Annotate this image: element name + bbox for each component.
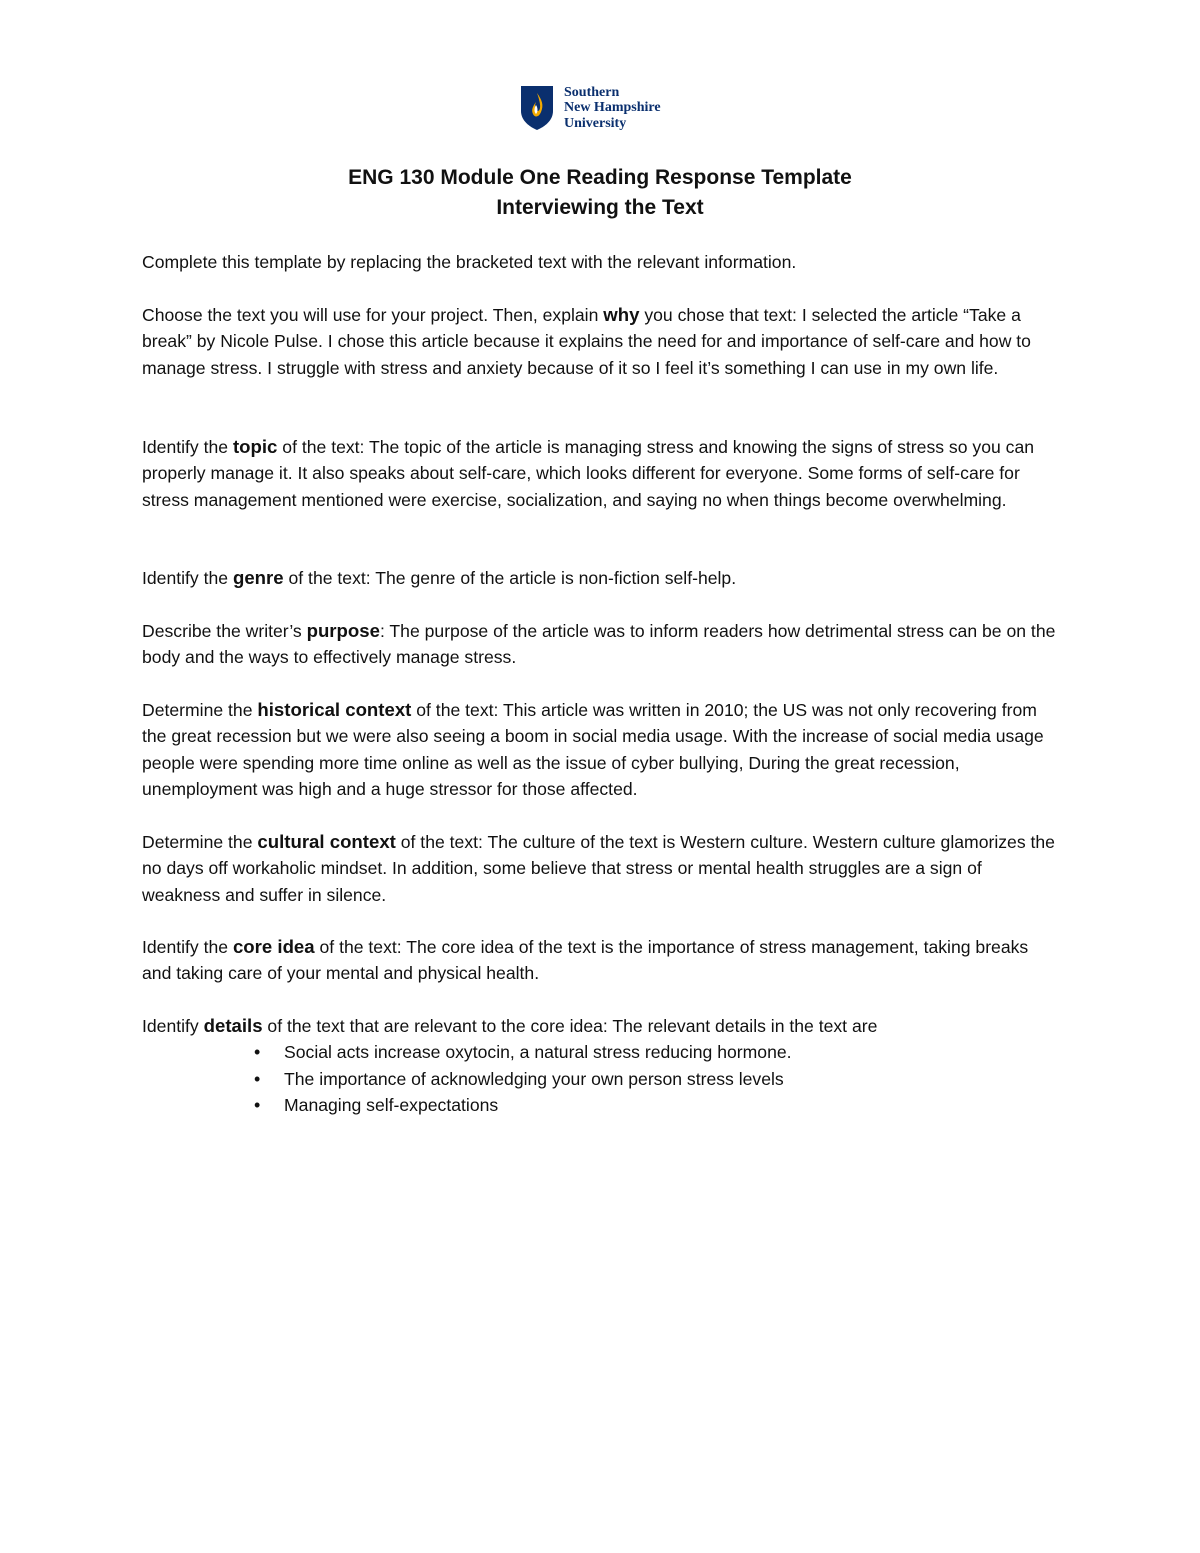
bullet-icon: • bbox=[254, 1068, 261, 1089]
bullet-icon: • bbox=[254, 1094, 261, 1115]
topic-answer: The topic of the article is managing stress and knowing the signs of stress so you can properly manage it. It also speaks about self-care, which looks different for everyone. Some forms of self-care for stress management mentioned were exercise, socialization, and saying no when things become overwhelming. bbox=[142, 437, 1035, 510]
section-choose bbox=[142, 302, 1062, 381]
logo-wordmark bbox=[564, 85, 661, 132]
cultural-suffix: of the text: bbox=[400, 832, 483, 852]
details-keyword: details bbox=[203, 1015, 263, 1036]
logo-line-3: University bbox=[564, 115, 627, 131]
document-title: ENG 130 Module One Reading Response Template bbox=[348, 166, 852, 189]
list-item-text: The importance of acknowledging your own person stress levels bbox=[284, 1068, 784, 1089]
cultural-answer: The culture of the text is Western culture. Western culture glamorizes the no days off workaholic mindset. In addition, some believe that stress or mental health struggles are a sign of weakness and suffer in silence. bbox=[142, 832, 1055, 905]
genre-answer: The genre of the article is non-fiction self-help. bbox=[375, 568, 737, 588]
details-answer: The relevant details in the text are bbox=[612, 1016, 878, 1036]
genre-keyword: genre bbox=[232, 567, 284, 588]
historical-suffix: of the text: bbox=[416, 700, 499, 720]
core-answer: The core idea of the text is the importance of stress management, taking breaks and taking care of your mental and physical health. bbox=[142, 937, 1029, 984]
bullet-icon: • bbox=[254, 1042, 261, 1063]
topic-suffix: of the text: bbox=[282, 437, 365, 457]
intro-text: Complete this template by replacing the bracketed text with the relevant information. bbox=[142, 252, 797, 272]
list-item bbox=[142, 1066, 1062, 1092]
intro-paragraph bbox=[142, 249, 1062, 275]
historical-answer: This article was written in 2010; the US was not only recovering from the great recession but we were also seeing a boom in social media usage. With the increase of social media usage people were spending more time online as well as the issue of cyber bullying, During the great recession, unemployment was high and a huge stressor for those affected. bbox=[142, 700, 1044, 799]
details-suffix: of the text that are relevant to the core idea: bbox=[267, 1016, 608, 1036]
details-prefix: Identify bbox=[142, 1016, 199, 1036]
logo-line-2: New Hampshire bbox=[564, 100, 661, 116]
section-purpose bbox=[142, 618, 1062, 671]
genre-prefix: Identify the bbox=[142, 568, 229, 588]
list-item bbox=[142, 1092, 1062, 1118]
core-suffix: of the text: bbox=[319, 937, 402, 957]
historical-prefix: Determine the bbox=[142, 700, 253, 720]
choose-prefix: Choose the text you will use for your project. Then, explain bbox=[142, 305, 599, 325]
shield-flame-icon bbox=[520, 85, 554, 131]
topic-prefix: Identify the bbox=[142, 437, 229, 457]
section-historical bbox=[142, 697, 1062, 802]
purpose-answer: The purpose of the article was to inform readers how detrimental stress can be on the body and the ways to effectively manage stress. bbox=[142, 621, 1056, 668]
purpose-prefix: Describe the writer’s bbox=[142, 621, 302, 641]
topic-keyword: topic bbox=[232, 436, 278, 457]
purpose-suffix: : bbox=[379, 621, 385, 641]
logo-line-1: Southern bbox=[564, 84, 620, 100]
cultural-prefix: Determine the bbox=[142, 832, 253, 852]
section-genre bbox=[142, 565, 1062, 591]
purpose-keyword: purpose bbox=[306, 620, 380, 641]
choose-keyword: why bbox=[603, 304, 640, 325]
document-subtitle: Interviewing the Text bbox=[496, 196, 704, 219]
section-details bbox=[142, 1013, 1062, 1118]
choose-answer: I selected the article “Take a break” by Nicole Pulse. I chose this article because it explains the need for and importance of self-care and how to manage stress. I struggle with stress and anxiety because of it so I feel it’s something I can use in my own life. bbox=[142, 305, 1031, 378]
list-item-text: Managing self-expectations bbox=[284, 1094, 499, 1115]
historical-keyword: historical context bbox=[257, 699, 412, 720]
section-topic bbox=[142, 434, 1062, 513]
core-prefix: Identify the bbox=[142, 937, 229, 957]
section-core-idea bbox=[142, 934, 1062, 987]
core-keyword: core idea bbox=[232, 936, 315, 957]
choose-suffix: you chose that text: bbox=[644, 305, 797, 325]
section-cultural bbox=[142, 829, 1062, 908]
university-logo bbox=[520, 84, 661, 132]
list-item bbox=[142, 1039, 1062, 1065]
details-list bbox=[142, 1039, 1062, 1118]
cultural-keyword: cultural context bbox=[257, 831, 396, 852]
list-item-text: Social acts increase oxytocin, a natural stress reducing hormone. bbox=[284, 1042, 792, 1063]
genre-suffix: of the text: bbox=[288, 568, 371, 588]
